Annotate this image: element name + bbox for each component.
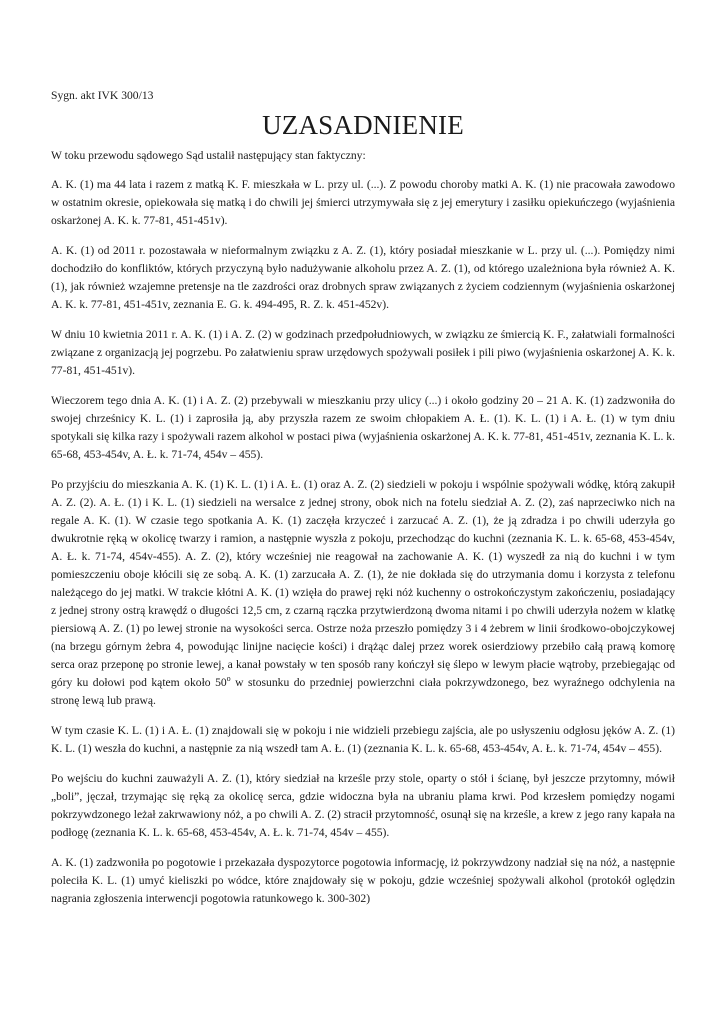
- paragraph-1: A. K. (1) ma 44 lata i razem z matką K. F. mieszkała w L. przy ul. (...). Z powodu choroby matki A. K. (1) nie pracowała zawodowo w ostatnim okresie, opiekowała się matką i do chwili jej śmierci utrzymywała się z jej emerytury i zasiłku opiekuńczego (wyjaśnienia oskarżonej A. K. k. 77-81, 451-451v).: [51, 178, 675, 227]
- document-page: [51, 88, 675, 920]
- paragraph-5: [51, 476, 675, 710]
- paragraph-7: Po wejściu do kuchni zauważyli A. Z. (1), który siedział na krześle przy stole, oparty o stół i ścianę, był jeszcze przytomny, mówił „boli”, jęczał, trzymając się ręką za okolicę serca, gdzie widoczna była na ubraniu plama krwi. Pod krzesłem pomiędzy nogami pokrzywdzonego leżał zakrwawiony nóż, a po chwili A. Z. (2) stracił przytomność, osunął się na krześle, a krew z jego rany kapała na podłogę (zeznania K. L. k. 65-68, 453-454v, A. Ł. k. 71-74, 454v – 455).: [51, 772, 675, 839]
- degree-mark: o: [226, 674, 231, 684]
- paragraph-5-text: Po przyjściu do mieszkania A. K. (1) K. L. (1) i A. Ł. (1) oraz A. Z. (2) siedzieli w pokoju i wspólnie spożywali wódkę, którą zakupił A. Z. (2). A. Ł. (1) i K. L. (1) siedzieli na wersalce z jednej strony, obok nich na fotelu siedział A. Z. (2), zaś naprzeciwko nich na regale A. K. (1). W czasie tego spotkania A. K. (1) zaczęła krzyczeć i zarzucać A. Z. (1), że ją zdradza i po chwili uderzyła go dwukrotnie ręką w okolicę twarzy i ramion, a następnie wyszła z pokoju, przechodząc do kuchni (zeznania K. L. k. 65-68, 453-454v, A. Ł. k. 71-74, 454v-455). A. Z. (2), który wcześniej nie reagował na zachowanie A. K. (1) wyszedł za nią do kuchni i w tym pomieszczeniu oboje kłócili się ze sobą. A. K. (1) zarzucała A. Z. (1), że nie dokłada się do utrzymania domu i korzysta z telefonu należącego do jej matki. W trakcie kłótni A. K. (1) wzięła do prawej ręki nóż kuchenny o ostrokończystym zakończeniu, posiadający z jednej strony ostrą krawędź o długości 12,5 cm, z czarną rączka przytwierdzoną dwoma nitami i po chwili uderzyła nożem w klatkę piersiową A. Z. (1) po lewej stronie na wysokości serca. Ostrze noża przeszło pomiędzy 3 i 4 żebrem w linii środkowo-obojczykowej (na brzegu górnym żebra 4, powodując linijne nacięcie kości) i drążąc dalej przez worek osierdziowy przebiło całą prawą komorę serca oraz przeponę po stronie lewej, a kanał powstały w ten sposób rany kończył się ślepo w lewym płacie wątroby, przebiegając od góry ku dołowi pod kątem około 50: [51, 478, 675, 689]
- paragraph-4: Wieczorem tego dnia A. K. (1) i A. Z. (2) przebywali w mieszkaniu przy ulicy (...) i około godziny 20 – 21 A. K. (1) zadzwoniła do swojej chrześnicy K. L. (1) i zaprosiła ją, aby przyszła razem ze swoim chłopakiem A. Ł. (1). K. L. (1) i A. Ł. (1) w tym dniu spotykali się kilka razy i spożywali razem alkohol w postaci piwa (wyjaśnienia oskarżonej A. K. k. 77-81, 451-451v, zeznania K. L. k. 65-68, 453-454v, A. Ł. k. 71-74, 454v – 455).: [51, 394, 675, 461]
- intro-paragraph: W toku przewodu sądowego Sąd ustalił następujący stan faktyczny:: [51, 149, 366, 162]
- paragraph-2: A. K. (1) od 2011 r. pozostawała w nieformalnym związku z A. Z. (1), który posiadał mieszkanie w L. przy ul. (...). Pomiędzy nimi dochodziło do konfliktów, których przyczyną było nadużywanie alkoholu przez A. Z. (1), od którego uzależniona była również A. K. (1), jak również wzajemne pretensje na tle zazdrości oraz drobnych spraw związanych z życiem codziennym (wyjaśnienia oskarżonej A. K. k. 77-81, 451-451v, zeznania E. G. k. 494-495, R. Z. k. 451-452v).: [51, 244, 675, 311]
- paragraph-5-text-end: w stosunku do przedniej powierzchni ciała pokrzywdzonego, bez wyraźnego odchylenia na stronę lewą lub prawą.: [51, 676, 675, 707]
- paragraph-3: W dniu 10 kwietnia 2011 r. A. K. (1) i A. Z. (2) w godzinach przedpołudniowych, w związku ze śmiercią K. F., załatwiali formalności związane z organizacją jej pogrzebu. Po załatwieniu spraw urzędowych spożywali posiłek i pili piwo (wyjaśnienia oskarżonej A. K. k. 77-81, 451-451v).: [51, 328, 675, 377]
- paragraph-6: W tym czasie K. L. (1) i A. Ł. (1) znajdowali się w pokoju i nie widzieli przebiegu zajścia, ale po usłyszeniu odgłosu jęków A. Z. (1) K. L. (1) weszła do kuchni, a następnie za nią wszedł tam A. Ł. (1) (zeznania K. L. k. 65-68, 453-454v, A. Ł. k. 71-74, 454v – 455).: [51, 724, 675, 755]
- document-title: UZASADNIENIE: [262, 110, 464, 140]
- case-signature: Sygn. akt IVK 300/13: [51, 89, 154, 102]
- paragraph-8: A. K. (1) zadzwoniła po pogotowie i przekazała dyspozytorce pogotowia informację, iż pokrzywdzony nadział się na nóż, a następnie poleciła K. L. (1) umyć kieliszki po wódce, które znajdowały się w pokoju, gdzie wcześniej spożywali alkohol (protokół oględzin nagrania zgłoszenia interwencji pogotowia ratunkowego k. 300-302): [51, 856, 675, 905]
